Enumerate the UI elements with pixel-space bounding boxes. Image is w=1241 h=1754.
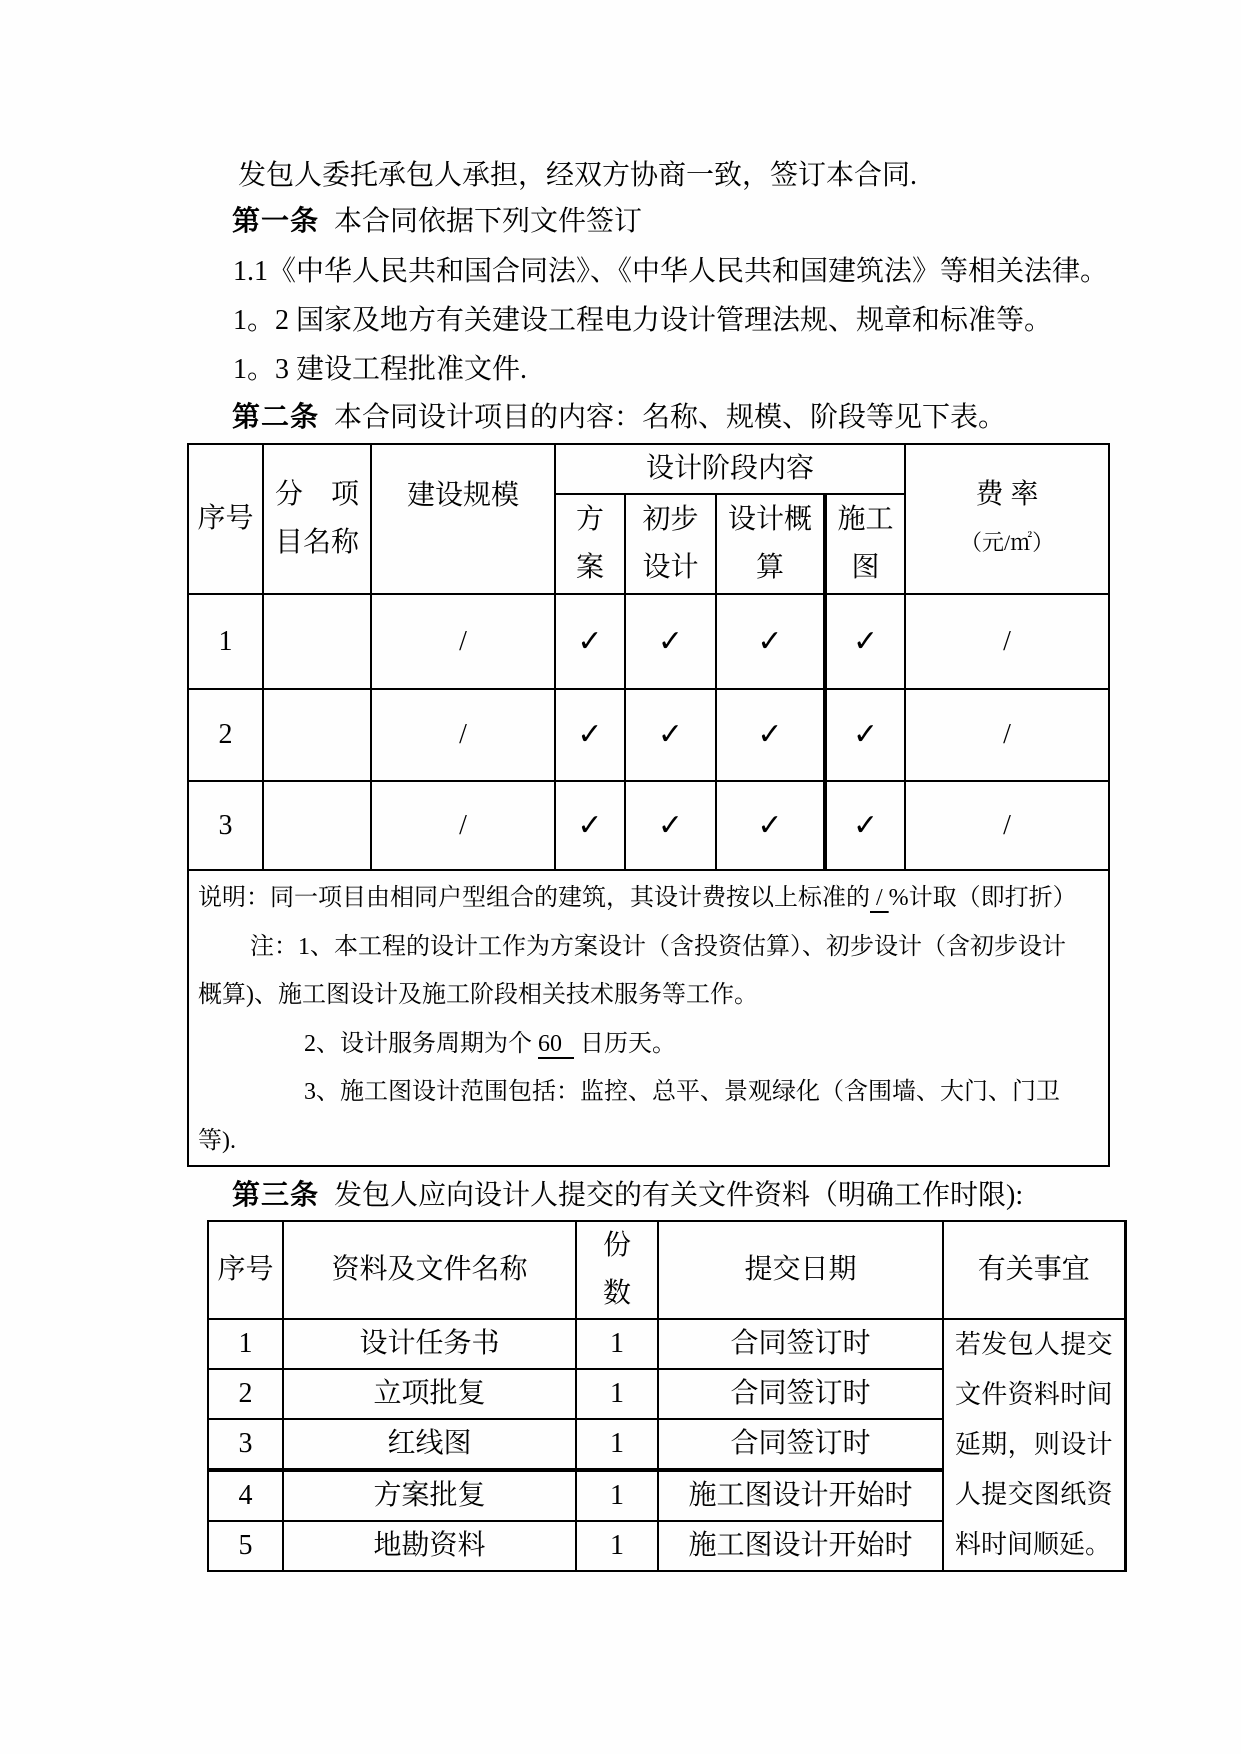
t2-row1-date: 合同签订时 [658, 1319, 943, 1369]
t2-copies-line1: 份 [602, 1230, 631, 1261]
t2-row3-num: 3 [208, 1419, 283, 1470]
t1-stage1-line2: 案 [575, 552, 604, 583]
t2-header-index: 序号 [208, 1221, 283, 1319]
t2-row3-doc: 红线图 [283, 1419, 576, 1470]
t2-copies-line2: 数 [602, 1278, 631, 1309]
t1-note-line1 [198, 874, 1100, 923]
t1-row2-num: 2 [188, 689, 263, 781]
t1-header-index: 序号 [188, 444, 263, 594]
t1-header-rate-line1: 费 率 [975, 479, 1039, 510]
t1-header-stage-preliminary [625, 494, 716, 594]
t1-note-line5: 3、施工图设计范围包括：监控、总平、景观绿化（含围墙、大门、门卫 [304, 1079, 1060, 1105]
t2-row4-doc: 方案批复 [283, 1470, 576, 1521]
t1-stage3-line1: 设计概 [727, 504, 812, 535]
t2-row2-num: 2 [208, 1369, 283, 1419]
t2-row3-copies: 1 [576, 1419, 658, 1470]
checkmark: ✓ [716, 594, 825, 689]
t1-header-scale: 建设规模 [371, 444, 555, 594]
article1-heading [232, 198, 642, 246]
t2-row1-num: 1 [208, 1319, 283, 1369]
checkmark: ✓ [555, 781, 625, 870]
t1-row2-rate: / [905, 689, 1109, 781]
t1-row1-num: 1 [188, 594, 263, 689]
table-row [188, 781, 1109, 870]
t2-header-matters: 有关事宜 [943, 1221, 1125, 1319]
t1-note4-value: 60 [538, 1030, 574, 1057]
table-row [208, 1319, 1125, 1369]
t1-header-stage-estimate [716, 494, 825, 594]
t2-row4-copies: 1 [576, 1470, 658, 1521]
t1-row2-name [263, 689, 371, 781]
checkmark: ✓ [716, 689, 825, 781]
t1-note-line2: 注：1、本工程的设计工作为方案设计（含投资估算）、初步设计（含初步设计 [250, 933, 1066, 960]
t2-row5-date: 施工图设计开始时 [658, 1521, 943, 1571]
t1-row1-scale: / [371, 594, 555, 689]
documents-table [207, 1220, 1127, 1572]
t1-header-subproject [263, 444, 371, 594]
t1-note-line4 [198, 1020, 1100, 1069]
article3-label: 第三条 [232, 1180, 320, 1211]
t1-header-rate-unit: （元/㎡） [959, 530, 1055, 555]
t1-stage4-line1: 施工 [837, 504, 894, 535]
t1-stage3-line2: 算 [755, 552, 784, 583]
t1-row1-rate: / [905, 594, 1109, 689]
checkmark: ✓ [555, 594, 625, 689]
t1-stage1-line1: 方 [575, 504, 604, 535]
checkmark: ✓ [825, 689, 905, 781]
t1-row1-name [263, 594, 371, 689]
design-stages-table [187, 443, 1110, 1167]
article2-heading [232, 394, 1006, 442]
t2-row4-date: 施工图设计开始时 [658, 1470, 943, 1521]
t1-note1-post: %计取（即打折） [888, 885, 1077, 911]
t1-note-line6: 等). [198, 1127, 236, 1154]
t1-row3-scale: / [371, 781, 555, 870]
article2-title: 本合同设计项目的内容：名称、规模、阶段等见下表。 [334, 402, 1007, 433]
checkmark: ✓ [825, 594, 905, 689]
t2-row3-date: 合同签订时 [658, 1419, 943, 1470]
checkmark: ✓ [825, 781, 905, 870]
checkmark: ✓ [625, 594, 716, 689]
checkmark: ✓ [555, 689, 625, 781]
t2-row4-num: 4 [208, 1470, 283, 1521]
checkmark: ✓ [625, 689, 716, 781]
t1-note4-pre: 2、设计服务周期为个 [304, 1030, 538, 1057]
t1-stage2-line2: 设计 [642, 552, 699, 583]
t2-row5-copies: 1 [576, 1521, 658, 1571]
t2-header-date: 提交日期 [658, 1221, 943, 1319]
t1-note4-post: 日历天。 [574, 1030, 676, 1057]
article1-title: 本合同依据下列文件签订 [334, 206, 643, 237]
t1-row3-name [263, 781, 371, 870]
t2-header-doc: 资料及文件名称 [283, 1221, 576, 1319]
t1-header-stages-group: 设计阶段内容 [555, 444, 905, 494]
checkmark: ✓ [625, 781, 716, 870]
t1-row3-num: 3 [188, 781, 263, 870]
article1-item-3: 1。3 建设工程批准文件. [233, 354, 528, 385]
t2-row1-doc: 设计任务书 [283, 1319, 576, 1369]
table-row [188, 594, 1109, 689]
t1-note1-pre: 说明：同一项目由相同户型组合的建筑，其设计费按以上标准的 [198, 885, 870, 911]
article1-item-1: 1.1《中华人民共和国合同法》、《中华人民共和国建筑法》等相关法律。 [233, 256, 1109, 287]
t2-row1-copies: 1 [576, 1319, 658, 1369]
table-row [188, 689, 1109, 781]
t1-header-subproject-line1: 分 项 [274, 479, 359, 510]
article1-item-2: 1。2 国家及地方有关建设工程电力设计管理法规、规章和标准等。 [233, 305, 1053, 336]
t1-row3-rate: / [905, 781, 1109, 870]
t1-header-stage-scheme [555, 494, 625, 594]
t1-note-line3: 概算)、施工图设计及施工阶段相关技术服务等工作。 [198, 982, 758, 1008]
t2-row2-copies: 1 [576, 1369, 658, 1419]
t2-row2-doc: 立项批复 [283, 1369, 576, 1419]
t2-row5-doc: 地勘资料 [283, 1521, 576, 1571]
article3-heading [232, 1172, 1023, 1220]
t1-header-rate [905, 444, 1109, 594]
article2-label: 第二条 [232, 402, 320, 433]
t1-header-stage-construction [825, 494, 905, 594]
t1-stage4-line2: 图 [851, 552, 880, 583]
table-row [188, 870, 1109, 1166]
t2-header-copies [576, 1221, 658, 1319]
t1-header-subproject-line2: 目名称 [274, 527, 359, 558]
article3-title: 发包人应向设计人提交的有关文件资料（明确工作时限): [334, 1180, 1024, 1211]
t1-notes-cell [188, 870, 1109, 1166]
checkmark: ✓ [716, 781, 825, 870]
t2-row2-date: 合同签订时 [658, 1369, 943, 1419]
t2-remark-cell: 若发包人提交文件资料时间延期，则设计人提交图纸资料时间顺延。 [943, 1319, 1125, 1571]
t1-row2-scale: / [371, 689, 555, 781]
intro-paragraph: 发包人委托承包人承担，经双方协商一致，签订本合同. [238, 160, 918, 191]
t1-note1-blank: / [870, 885, 889, 911]
t2-row5-num: 5 [208, 1521, 283, 1571]
article1-label: 第一条 [232, 206, 320, 237]
t1-stage2-line1: 初步 [642, 504, 699, 535]
